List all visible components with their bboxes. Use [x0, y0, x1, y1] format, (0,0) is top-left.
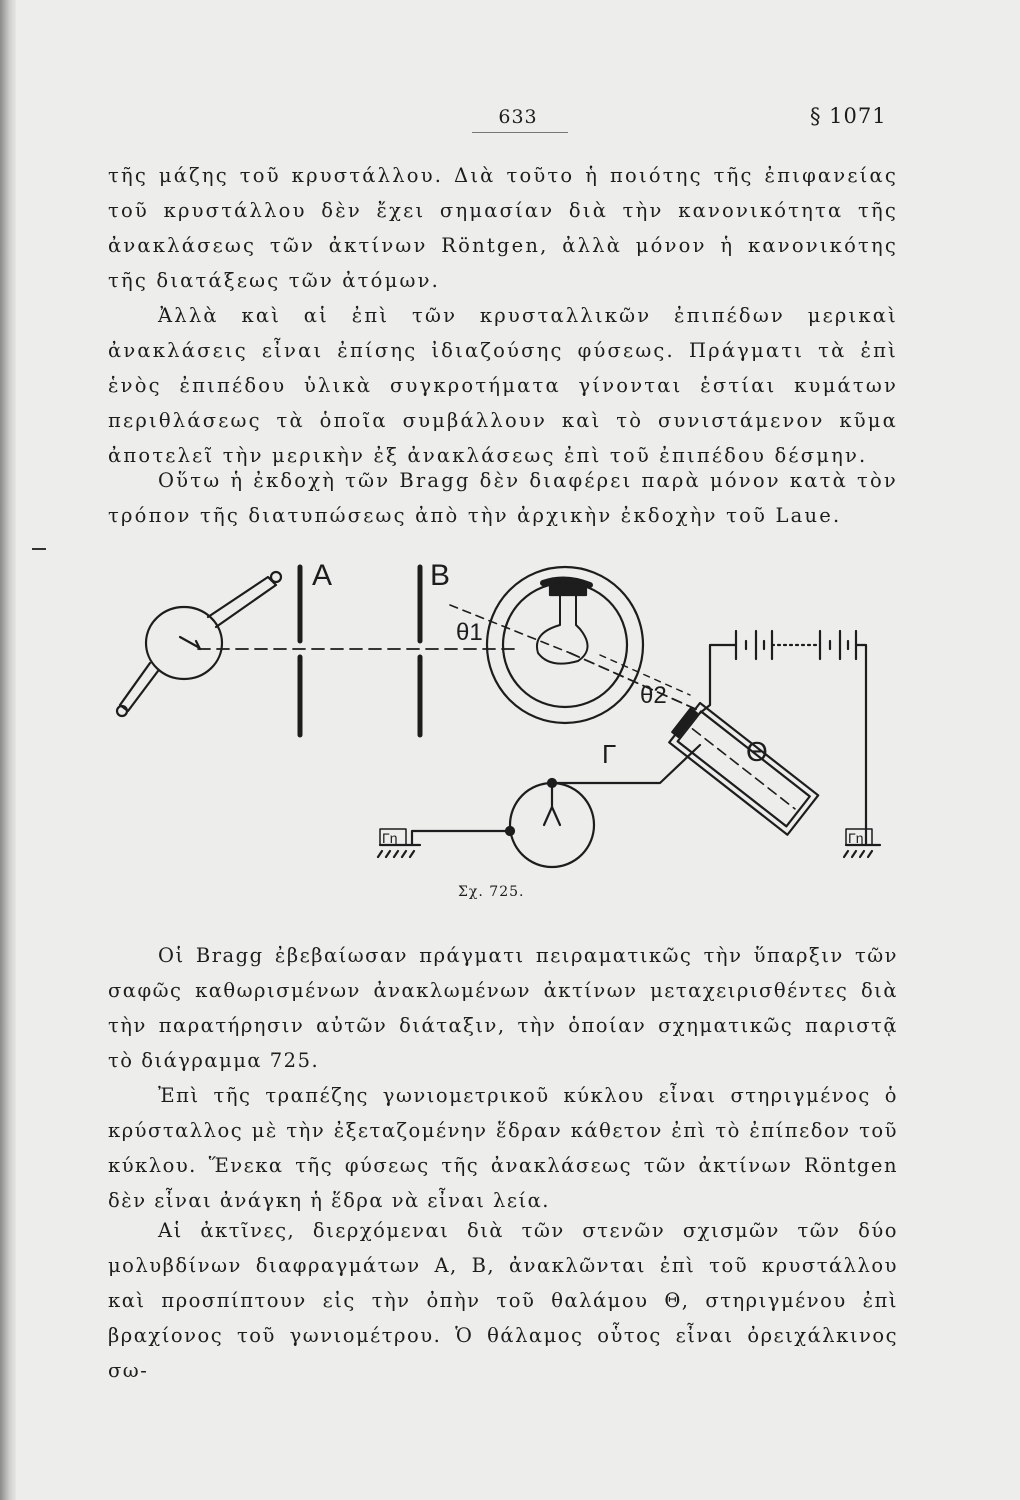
electrometer [412, 745, 700, 867]
ionization-chamber [666, 701, 818, 835]
paragraph-5: Ἐπὶ τῆς τραπέζης γωνιομετρικοῦ κύκλου εἶναι στηριγμένος ὁ κρύσταλλος μὲ τὴν ἐξεταζομένην ἕδραν κάθετον ἐπὶ τὸ ἐπίπεδον τοῦ κύκλου. Ἕνεκα τῆς φύσεως τῆς ἀνακλάσεως τῶν ἀκτίνων Röntgen δὲν εἶναι ἀνάγκη ἡ ἕδρα νὰ εἶναι λεία. [108, 1084, 898, 1212]
battery [700, 631, 866, 845]
figure-725 [100, 545, 920, 925]
paragraph-1: τῆς μάζης τοῦ κρυστάλλου. Διὰ τοῦτο ἡ ποιότης τῆς ἐπιφανείας τοῦ κρυστάλλου δὲν ἔχει σημασίαν διὰ τὴν κανονικότητα τῆς ἀνακλάσεως τῶν ἀκτίνων Röntgen, ἀλλὰ μόνον ἡ κανονικότης τῆς διατάξεως τῶν ἀτόμων. [108, 164, 898, 292]
page-number-rule [472, 132, 568, 133]
label-theta2: θ2 [640, 682, 667, 709]
section-number: § 1071 [810, 104, 887, 128]
label-ground-left: Γη [382, 830, 398, 846]
x-ray-tube [117, 572, 281, 716]
margin-mark [32, 548, 46, 550]
paragraph-6: Αἱ ἀκτῖνες, διερχόμεναι διὰ τῶν στενῶν σχισμῶν τῶν δύο μολυβδίνων διαφραγμάτων Α, Β, ἀνακλῶνται ἐπὶ τοῦ κρυστάλλου καὶ προσπίπτουν εἰς τὴν ὀπὴν τοῦ θαλάμου Θ, στηριγμένου ἐπὶ βραχίονος τοῦ γωνιομέτρου. Ὁ θάλαμος οὗτος εἶναι ὀρειχάλκινος σω- [108, 1219, 898, 1382]
label-theta-chamber: Θ [746, 736, 768, 767]
paragraph-3: Οὕτω ἡ ἐκδοχὴ τῶν Bragg δὲν διαφέρει παρὰ μόνον κατὰ τὸν τρόπον τῆς διατυπώσεως ἀπὸ τὴν ἀρχικὴν ἐκδοχὴν τοῦ Laue. [108, 469, 898, 527]
paragraph-2: Ἀλλὰ καὶ αἱ ἐπὶ τῶν κρυσταλλικῶν ἐπιπέδων μερικαὶ ἀνακλάσεις εἶναι ἐπίσης ἰδιαζούσης φύσεως. Πράγματι τὰ ἐπὶ ἑνὸς ἐπιπέδου ὑλικὰ συγκροτήματα γίνονται ἑστίαι κυμάτων περιθλάσεως τὰ ὁποῖα συμβάλλουν καὶ τὸ συνιστάμενον κῦμα ἀποτελεῖ τὴν μερικὴν ἐξ ἀνακλάσεως ἐπὶ τοῦ ἐπιπέδου δέσμην. [108, 304, 898, 467]
figure-caption: Σχ. 725. [458, 884, 525, 900]
goniometer-circle [487, 567, 643, 723]
label-theta1: θ1 [456, 619, 483, 646]
page-header [0, 100, 1020, 140]
paragraph-4: Οἱ Bragg ἐβεβαίωσαν πράγματι πειραματικῶς τὴν ὕπαρξιν τῶν σαφῶς καθωρισμένων ἀνακλωμένων ἀκτίνων μεταχειρισθέντες διὰ τὴν παρατήρησιν αὐτῶν διάταξιν, τὴν ὁποίαν σχηματικῶς παριστᾷ τὸ διάγραμμα 725. [108, 944, 898, 1072]
page-binding-edge [0, 0, 16, 1500]
page-number: 633 [498, 106, 538, 128]
bragg-apparatus-diagram [100, 545, 920, 885]
label-b: B [430, 559, 451, 592]
label-gamma: Γ [602, 739, 617, 769]
label-ground-right: Γη [848, 830, 864, 846]
label-a: A [312, 559, 333, 592]
